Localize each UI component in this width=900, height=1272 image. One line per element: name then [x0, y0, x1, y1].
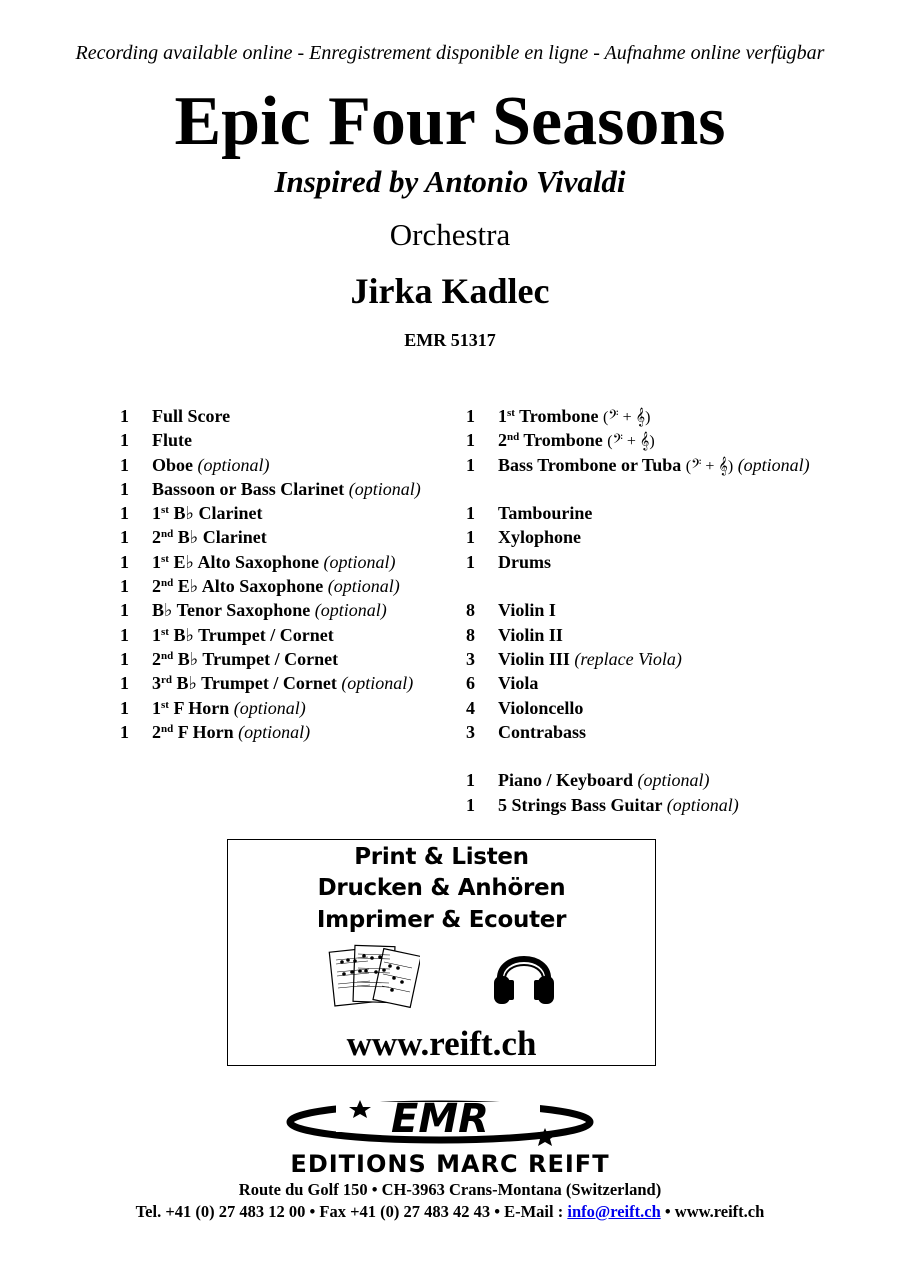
contact-website: • www.reift.ch — [660, 1202, 765, 1221]
part-ordinal: 1 — [152, 503, 161, 524]
emr-logo — [250, 1090, 650, 1150]
part-row — [466, 671, 886, 695]
part-quantity: 1 — [120, 624, 129, 645]
part-name — [152, 477, 421, 501]
part-name — [152, 574, 400, 598]
part-name — [152, 525, 267, 549]
part-instrument: Violin III — [498, 648, 570, 669]
part-ordinal-suffix: st — [161, 625, 169, 638]
part-row — [466, 428, 886, 452]
part-note: (optional) — [666, 794, 739, 815]
promo-line-imprimer: Imprimer & Ecouter — [316, 907, 567, 933]
recording-note: Recording available online - Enregistrement disponible en ligne - Aufnahme online verfügbar — [75, 42, 825, 64]
part-ordinal-suffix: st — [161, 504, 169, 517]
part-ordinal-suffix: nd — [161, 528, 174, 541]
part-row — [466, 720, 886, 744]
catalog-number: EMR 51317 — [404, 330, 496, 350]
part-quantity: 1 — [120, 551, 129, 572]
headphones-icon — [492, 940, 556, 1008]
part-instrument: Flute — [152, 430, 192, 451]
part-instrument: 5 Strings Bass Guitar — [498, 794, 663, 815]
part-quantity: 1 — [120, 697, 129, 718]
part-ordinal-suffix: nd — [161, 577, 174, 590]
part-instrument: B♭ Trumpet / Cornet — [172, 673, 337, 694]
part-ordinal: 2 — [498, 430, 507, 451]
part-quantity: 1 — [120, 478, 129, 499]
part-name — [498, 623, 563, 647]
part-quantity: 6 — [466, 673, 475, 694]
part-instrument: B♭ Clarinet — [173, 527, 267, 548]
contact-phone-fax: Tel. +41 (0) 27 483 12 00 • Fax +41 (0) 27 483 42 43 • E-Mail : — [135, 1202, 568, 1221]
part-instrument: Oboe — [152, 454, 194, 475]
publisher-address: Route du Golf 150 • CH-3963 Crans-Montana (Switzerland) — [238, 1180, 662, 1199]
part-name — [152, 696, 306, 720]
parts-list-right — [466, 404, 886, 817]
part-row — [466, 501, 886, 525]
part-instrument: Xylophone — [498, 527, 582, 548]
part-quantity: 1 — [120, 721, 129, 742]
part-clef: (𝄢 + 𝄞) — [602, 409, 651, 426]
part-row — [120, 453, 460, 477]
part-ordinal: 1 — [152, 551, 161, 572]
part-row — [120, 623, 460, 647]
part-quantity: 1 — [466, 527, 475, 548]
part-row — [120, 671, 460, 695]
email-link[interactable]: info@reift.ch — [567, 1202, 661, 1221]
part-row — [466, 598, 886, 622]
part-clef: (𝄢 + 𝄞) — [685, 457, 734, 475]
part-note: (optional) — [238, 721, 311, 742]
part-row — [466, 696, 886, 720]
part-name — [498, 598, 556, 622]
part-quantity: 1 — [466, 794, 475, 815]
part-ordinal: 1 — [152, 697, 161, 718]
part-row — [466, 453, 886, 477]
part-instrument: Tambourine — [498, 503, 593, 524]
part-row — [466, 404, 886, 428]
part-note: (optional) — [323, 551, 396, 572]
publisher-name: EDITIONS MARC REIFT — [290, 1150, 610, 1178]
part-instrument: B♭ Clarinet — [168, 503, 263, 524]
part-name — [152, 623, 334, 647]
part-quantity: 1 — [120, 406, 129, 426]
part-quantity: 1 — [120, 503, 129, 524]
part-instrument: Drums — [498, 551, 551, 572]
part-row — [120, 696, 460, 720]
part-instrument: F Horn — [173, 721, 234, 742]
part-instrument: Trombone — [514, 406, 599, 426]
part-name — [152, 404, 230, 428]
part-name — [498, 525, 581, 549]
part-name — [498, 404, 650, 430]
part-ordinal-suffix: st — [161, 552, 169, 565]
part-row — [466, 525, 886, 549]
part-quantity: 4 — [466, 697, 475, 718]
promo-website[interactable]: www.reift.ch — [346, 1024, 537, 1063]
parts-list-left — [120, 404, 460, 744]
print-listen-box — [227, 839, 656, 1066]
part-ordinal-suffix: nd — [507, 431, 520, 444]
part-quantity: 1 — [466, 770, 475, 791]
part-quantity: 8 — [466, 600, 475, 621]
part-quantity: 1 — [466, 503, 475, 524]
parts-spacer — [466, 574, 886, 598]
part-name — [498, 647, 682, 671]
part-quantity: 8 — [466, 624, 475, 645]
part-name — [152, 671, 413, 695]
part-instrument: B♭ Trumpet / Cornet — [168, 624, 334, 645]
part-name — [498, 453, 810, 479]
part-ordinal: 3 — [152, 673, 161, 694]
part-name — [152, 453, 270, 477]
part-row — [466, 793, 886, 817]
part-name — [498, 671, 538, 695]
part-ordinal: 1 — [498, 406, 507, 426]
part-row — [120, 404, 460, 428]
part-instrument: E♭ Alto Saxophone — [168, 551, 319, 572]
part-note: (optional) — [233, 697, 306, 718]
part-row — [466, 623, 886, 647]
part-quantity: 1 — [120, 430, 129, 451]
part-ordinal-suffix: rd — [161, 674, 172, 687]
part-name — [152, 598, 387, 622]
part-quantity: 1 — [120, 527, 129, 548]
part-instrument: Full Score — [152, 406, 231, 426]
part-row — [120, 428, 460, 452]
part-note: (optional) — [737, 454, 810, 475]
part-quantity: 1 — [466, 406, 475, 426]
part-ordinal: 2 — [152, 527, 161, 548]
part-ordinal: 2 — [152, 576, 161, 597]
part-instrument: Contrabass — [498, 721, 587, 742]
part-quantity: 3 — [466, 648, 475, 669]
parts-spacer — [466, 477, 886, 501]
part-row — [120, 647, 460, 671]
promo-line-drucken: Drucken & Anhören — [317, 875, 566, 901]
part-row — [120, 501, 460, 525]
part-row — [466, 768, 886, 792]
part-quantity: 1 — [120, 648, 129, 669]
part-quantity: 1 — [120, 673, 129, 694]
part-row — [120, 525, 460, 549]
part-name — [152, 428, 192, 452]
part-ordinal-suffix: st — [507, 407, 515, 419]
part-quantity: 1 — [466, 430, 475, 451]
part-note: (optional) — [348, 478, 421, 499]
part-row — [120, 574, 460, 598]
part-instrument: B♭ Trumpet / Cornet — [173, 648, 339, 669]
part-instrument: Piano / Keyboard — [498, 770, 634, 791]
part-row — [120, 477, 460, 501]
part-note: (replace Viola) — [574, 648, 682, 669]
part-note: (optional) — [341, 673, 414, 694]
part-quantity: 1 — [120, 576, 129, 597]
part-quantity: 1 — [120, 600, 129, 621]
part-name — [152, 550, 395, 574]
part-note: (optional) — [637, 770, 710, 791]
ensemble: Orchestra — [389, 217, 511, 252]
part-note: (optional) — [314, 600, 387, 621]
part-ordinal-suffix: nd — [161, 722, 174, 735]
part-quantity: 1 — [466, 454, 475, 475]
part-ordinal-suffix: st — [161, 698, 169, 711]
part-instrument: Bassoon or Bass Clarinet — [152, 478, 345, 499]
part-ordinal: 1 — [152, 624, 161, 645]
logo-text: EMR — [391, 1096, 489, 1142]
part-instrument: Violin I — [498, 600, 556, 621]
part-name — [498, 768, 710, 792]
part-row — [466, 647, 886, 671]
part-name — [498, 550, 551, 574]
part-ordinal-suffix: nd — [161, 649, 174, 662]
part-instrument: F Horn — [168, 697, 230, 718]
part-name — [498, 696, 583, 720]
part-quantity: 3 — [466, 721, 475, 742]
part-instrument: Bass Trombone or Tuba — [498, 454, 682, 475]
sheet-music-icon — [328, 942, 420, 1010]
composer: Jirka Kadlec — [350, 271, 550, 311]
part-row — [120, 720, 460, 744]
part-row — [466, 550, 886, 574]
part-note: (optional) — [327, 576, 400, 597]
promo-line-print-listen: Print & Listen — [354, 844, 529, 870]
part-quantity: 1 — [466, 551, 475, 572]
part-quantity: 1 — [120, 454, 129, 475]
part-name — [152, 501, 262, 525]
parts-spacer — [466, 744, 886, 768]
publisher-contact — [0, 1202, 900, 1222]
part-clef: (𝄢 + 𝄞) — [607, 433, 655, 451]
part-instrument: Viola — [498, 673, 539, 694]
part-row — [120, 550, 460, 574]
part-name — [498, 501, 592, 525]
part-name — [498, 428, 655, 454]
part-instrument: E♭ Alto Saxophone — [173, 576, 324, 597]
part-row — [120, 598, 460, 622]
part-instrument: B♭ Tenor Saxophone — [152, 600, 311, 621]
part-instrument: Violin II — [498, 624, 563, 645]
part-note: (optional) — [197, 454, 270, 475]
part-ordinal: 2 — [152, 648, 161, 669]
subtitle: Inspired by Antonio Vivaldi — [274, 164, 626, 199]
part-name — [152, 720, 310, 744]
page-title: Epic Four Seasons — [174, 83, 726, 160]
part-instrument: Trombone — [519, 430, 603, 451]
part-name — [498, 720, 586, 744]
part-name — [152, 647, 338, 671]
part-instrument: Violoncello — [498, 697, 584, 718]
part-name — [498, 793, 739, 817]
part-ordinal: 2 — [152, 721, 161, 742]
